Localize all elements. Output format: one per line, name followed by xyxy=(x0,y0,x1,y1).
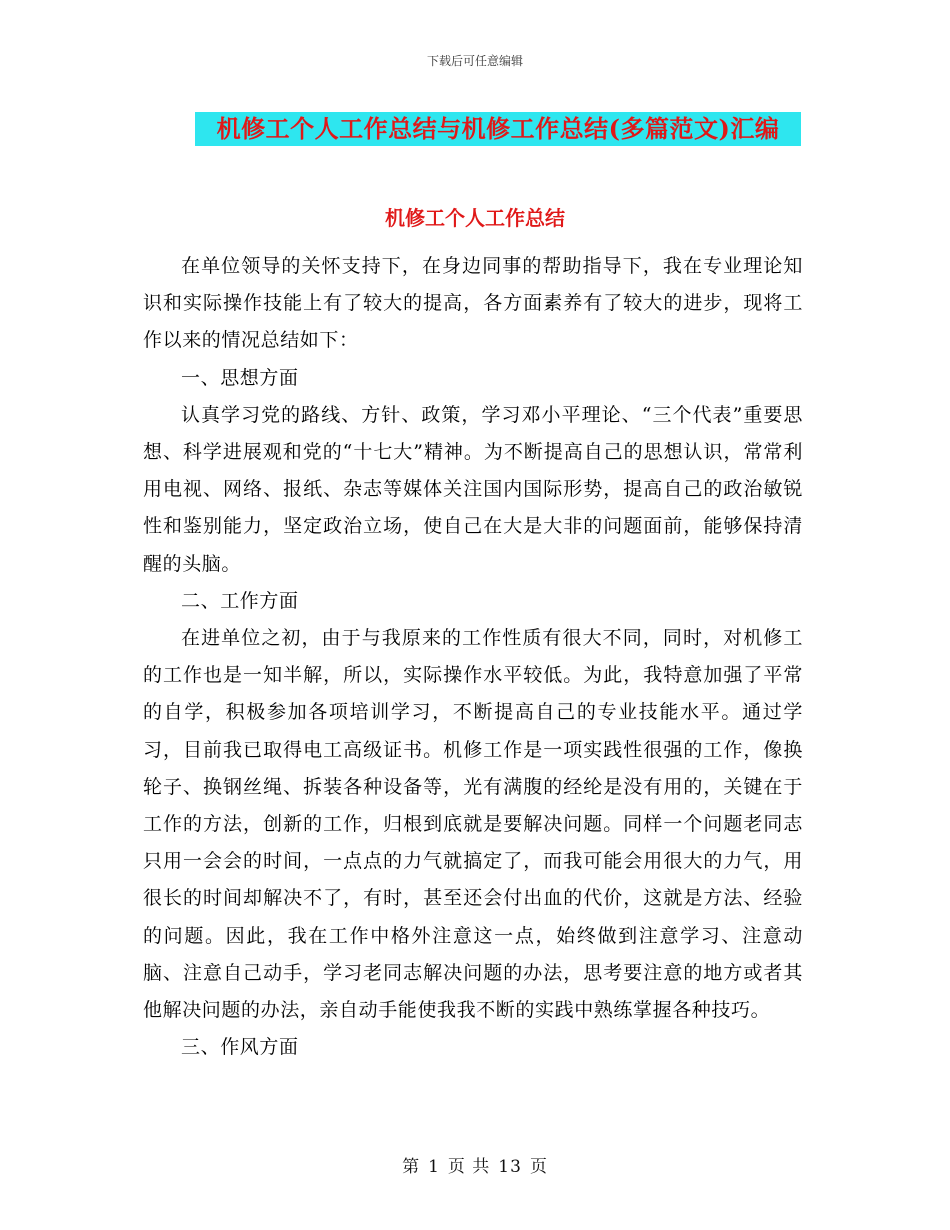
section-title: 机修工个人工作总结 xyxy=(385,206,565,230)
page-footer xyxy=(0,1152,950,1177)
paragraph-thought: 认真学习党的路线、方针、政策，学习邓小平理论、“三个代表”重要思想、科学进展观和党的“十七大”精神。为不断提高自己的思想认识，常常利用电视、网络、报纸、杂志等媒体关注国内国际形势，提高自己的政治敏锐性和鉴别能力，坚定政治立场，使自己在大是大非的问题面前，能够保持清醒的头脑。 xyxy=(143,403,803,575)
footer-page-number: 1 xyxy=(428,1157,440,1177)
paragraph-intro: 在单位领导的关怀支持下，在身边同事的帮助指导下，我在专业理论知识和实际操作技能上有了较大的提高，各方面素养有了较大的进步，现将工作以来的情况总结如下： xyxy=(143,255,803,352)
footer-total-pages: 13 xyxy=(498,1157,522,1177)
footer-suffix: 页 xyxy=(529,1157,548,1177)
footer-middle: 页 共 xyxy=(447,1157,491,1177)
document-title: 机修工个人工作总结与机修工作总结(多篇范文)汇编 xyxy=(216,114,780,143)
paragraph-work: 在进单位之初，由于与我原来的工作性质有很大不同，同时，对机修工的工作也是一知半解，所以，实际操作水平较低。为此，我特意加强了平常的自学，积极参加各项培训学习，不断提高自己的专业技能水平。通过学习，目前我已取得电工高级证书。机修工作是一项实践性很强的工作，像换轮子、换钢丝绳、拆装各种设备等，光有满腹的经纶是没有用的，关键在于工作的方法，创新的工作，归根到底就是要解决问题。同样一个问题老同志只用一会会的时间，一点点的力气就搞定了，而我可能会用很大的力气，用很长的时间却解决不了，有时，甚至还会付出血的代价，这就是方法、经验的问题。因此，我在工作中格外注意这一点，始终做到注意学习、注意动脑、注意自己动手，学习老同志解决问题的办法，思考要注意的地方或者其他解决问题的办法，亲自动手能使我我不断的实践中熟练掌握各种技巧。 xyxy=(143,627,803,1022)
heading-work: 二、工作方面 xyxy=(181,589,299,612)
heading-style: 三、作风方面 xyxy=(181,1036,299,1059)
document-title-highlight xyxy=(195,112,801,146)
heading-thought: 一、思想方面 xyxy=(181,366,299,389)
footer-prefix: 第 xyxy=(402,1157,421,1177)
document-body xyxy=(143,248,803,1066)
header-note: 下载后可任意编辑 xyxy=(426,54,523,68)
